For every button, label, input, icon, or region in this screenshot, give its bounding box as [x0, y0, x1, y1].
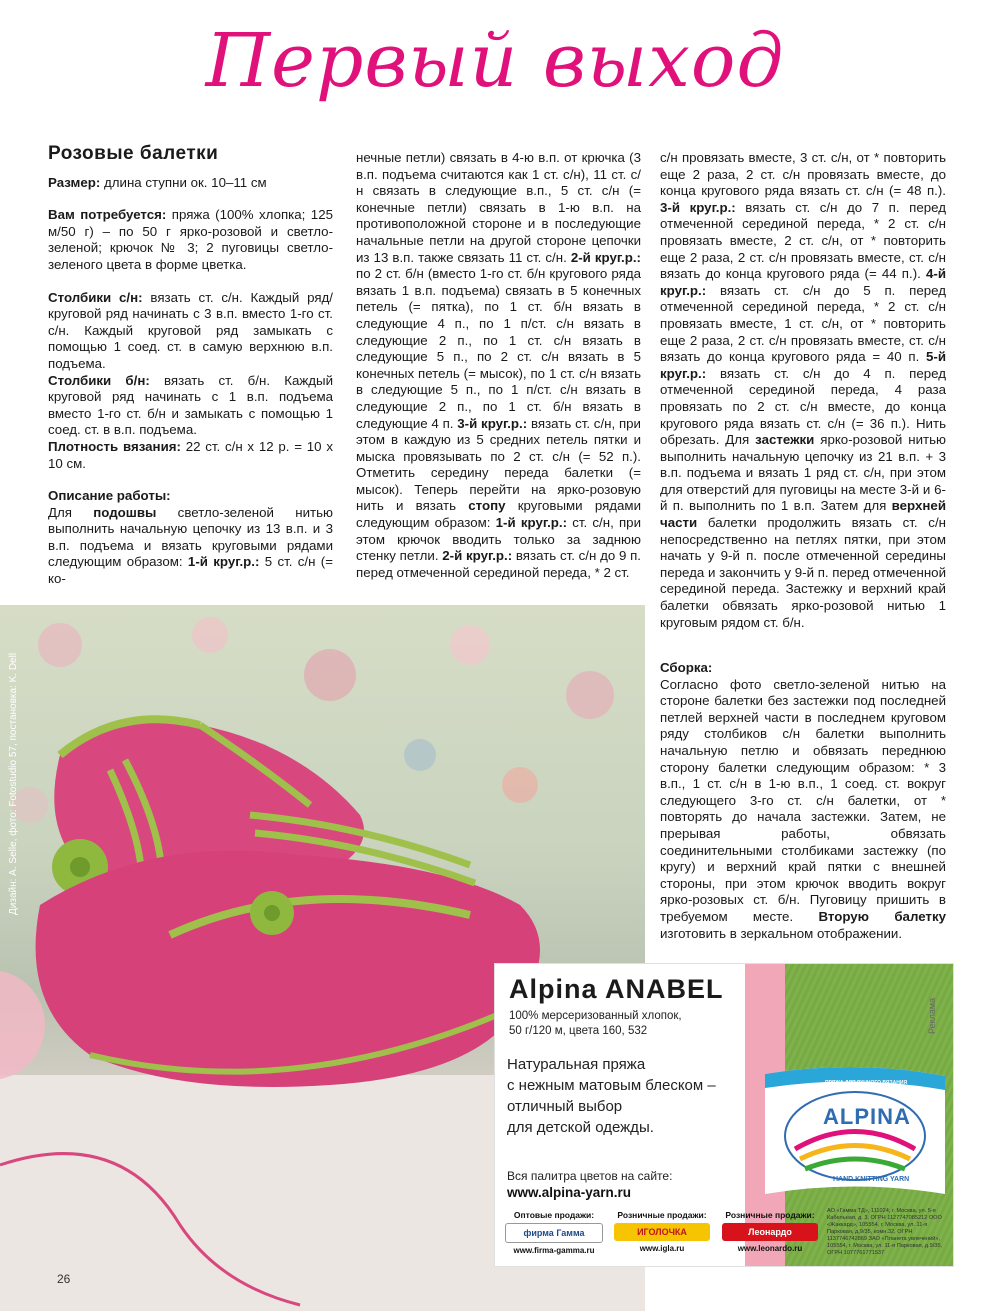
- density-text: 22 ст. с/н х 12 р. = 10 х 10 см.: [48, 438, 333, 471]
- article-column-1: [48, 143, 334, 588]
- igolochka-logo: ИГОЛОЧКА: [614, 1223, 710, 1241]
- column-3-paragraph: с/н провязать вместе, 3 ст. с/н, от * повторить еще 2 раза, 2 ст. с/н провязать вместе, до конца кругового ряда вязать ст. с/н (= 48 п.). 3-й круг.р.: вязать ст. с/н до 7 п. перед отмеченной серединой переда, * 2 ст. с/н провязать вместе, 2 ст. с/н, от * повторить еще 2 раза, 2 ст. с/н провязать вместе, ст. с/н вязать до конца кругового ряда (= 44 п.). 4-й круг.р.: вязать ст. с/н до 5 п. перед отмеченной серединой переда, * 2 ст. с/н провязать вместе, 1 ст. с/н, от * повторить еще 2 раза, 2 ст. с/н провязать вместе, ст. с/н вязать до конца кругового ряда = 40 п. 5-й круг.р.: вязать ст. с/н до 4 п. перед отмеченной серединой переда, 4 раза провязать по 2 ст. с/н вместе, до конца кругового ряда вязать ст. с/н (= 36 п.). Нить обрезать. Для застежки ярко-розовой нитью выполнить начальную цепочку из 21 в.п. + 3 в.п. подъема и вязать 1 ряд ст. с/н, при этом для отверстий для пуговицы на месте 3-й и 6-й п. выполнить по 1 в.п. Затем для верхней части балетки продолжить вязать ст. с/н непосредственно на петлях пятки, при этом начать у 9-й п. после отмеченной середины переда и закончить у 9-й п. перед отмеченной серединой переда. Застежку и верхний край балетки обвязать ярко-розовой нитью 1 круговым рядом ст. б/н.: [660, 150, 946, 630]
- seller-leonardo: Розничные продажи: Леонардо www.leonardo.ru: [717, 1210, 823, 1253]
- seller-igla: Розничные продажи: ИГОЛОЧКА www.igla.ru: [609, 1210, 715, 1253]
- sc-paragraph: [48, 290, 333, 373]
- ad-fine-print: АО «Гамма ТД», 111024, г. Москва, ул. 5-я Кабельная, д. 3, ОГРН 1127747085212 ООО «Жаккард», 105554, г. Москва, ул. 11-я Парковая, д.9/35, комн.32, ОГРН 1137746742869 ЗАО «Планета увлечений», 105554, г. Москва, ул. 11-я Парковая, д.9/35, ОГРН 1077761771537: [827, 1208, 943, 1256]
- gamma-logo: фирма Гамма: [505, 1223, 603, 1243]
- ad-sub-line-1: 100% мерсеризованный хлопок,: [509, 1010, 682, 1022]
- column-2-paragraph: нечные петли) связать в 4-ю в.п. от крючка (3 в.п. подъема считаются как 1 ст. с/н), 11 ст. с/н связать в следующие в.п., 5 ст. с/н (= конечные петли) связать в 1-ю в.п. на противоположной стороне и в последующие начальные петли на другой стороне цепочки из 13 в.п. также связать 11 ст. с/н. 2-й круг.р.: по 2 ст. б/н (вместо 1-го ст. б/н кругового ряда вязать 1 в.п. подъема) связать в 5 конечных петель (= пятка), по 1 ст. б/н вязать в следующие 4 п., по 1 п/ст. с/н вязать в следующие 2 п., по 1 ст. с/н вязать в следующие 5 п., по 2 ст. с/н вязать в 5 конечных петель (= мысок), по 1 ст. с/н вязать в следующие 5 п., по 1 п/ст. с/н вязать в следующие 2 п., по 1 ст. б/н вязать в следующие 4 п. 3-й круг.р.: вязать ст. с/н, при этом в каждую из 5 средних петель пятки и мыска провязывать по 2 ст. с/н (= 52 п.). Отметить середину переда балетки (= мысок). Теперь перейти на ярко-розовую нить и вязать стопу круговыми рядами следующим образом: 1-й круг.р.: ст. с/н, при этом крючок вводить только за заднюю стенку петли. 2-й круг.р.: вязать ст. с/н до 9 п. перед отмеченной серединой переда, * 2 ст.: [356, 150, 642, 580]
- size-paragraph: [48, 175, 333, 192]
- label-sub: HAND KNITTING YARN: [833, 1176, 910, 1183]
- sb-paragraph: [48, 373, 333, 439]
- sb-text: вязать ст. б/н. Каждый круговой ряд начинать с 1 в.п. подъема вместо 1-го ст. б/н и замыкать с помощью 1 соед. ст. в в.п. подъема.: [48, 372, 334, 438]
- density-paragraph: [48, 439, 333, 472]
- ad-site-label: Вся палитра цветов на сайте:: [507, 1169, 673, 1183]
- assembly-heading: [660, 660, 946, 677]
- size-text: длина ступни ок. 10–11 см: [100, 174, 267, 190]
- photo-credit: Дизайн: A. Selle, фото: Fotostudio 57, постановка: K. Dell: [8, 652, 19, 915]
- label-top-text: ПРЯЖА ДЛЯ РУЧНОГО ВЯЗАНИЯ: [825, 1080, 908, 1086]
- sc-text: вязать ст. с/н. Каждый ряд/круговой ряд начинать с 3 в.п. вместо 1-го ст. с/н. Каждый круговой ряд замыкать с помощью 1 соед. ст. в самую верхнюю в.п. подъема.: [48, 289, 334, 371]
- density-label: Плотность вязания:: [48, 438, 181, 454]
- label-brand: ALPINA: [823, 1104, 911, 1129]
- article-heading: Розовые балетки: [48, 143, 219, 164]
- sb-label: Столбики б/н:: [48, 372, 150, 388]
- description-label: Описание работы:: [48, 488, 171, 504]
- advert-label: Реклама: [927, 997, 937, 1034]
- ad-subtitle: [509, 1009, 749, 1039]
- description-paragraph: Для подошвы светло-зеленой нитью выполнить начальную цепочку из 13 в.п. и 3 в.п. подъема и вязать круговыми рядами следующим образом: 1-й круг.р.: 5 ст. с/н (= ко-: [48, 504, 333, 587]
- materials-paragraph: [48, 207, 333, 273]
- leonardo-url[interactable]: www.leonardo.ru: [737, 1244, 803, 1253]
- sc-label: Столбики с/н:: [48, 289, 143, 305]
- article-column-3: [660, 150, 946, 631]
- ad-description: Натуральная пряжа с нежным матовым блеском – отличный выбор для детской одежды.: [507, 1056, 716, 1136]
- leonardo-logo: Леонардо: [722, 1223, 818, 1241]
- ad-site-link[interactable]: www.alpina-yarn.ru: [507, 1185, 632, 1200]
- materials-text: пряжа (100% хлопка; 125 м/50 г) – по 50 г ярко-розовой и светло-зеленой; крючок № 3; 2 пуговицы светло-зеленого цвета в форме цветка.: [48, 207, 333, 272]
- ad-title: Alpina ANABEL: [509, 974, 724, 1004]
- flower-button-icon: [250, 891, 294, 935]
- article-column-2: [356, 150, 641, 581]
- materials-label: Вам потребуется:: [48, 207, 167, 223]
- gamma-url[interactable]: www.firma-gamma.ru: [513, 1246, 595, 1255]
- size-label: Размер:: [48, 174, 101, 190]
- seller-gamma: Оптовые продажи: фирма Гамма www.firma-gamma.ru: [501, 1210, 607, 1255]
- igla-url[interactable]: www.igla.ru: [639, 1244, 685, 1253]
- description-heading: [48, 488, 333, 505]
- assembly-section: [660, 660, 946, 942]
- assembly-label: Сборка:: [660, 660, 713, 675]
- alpina-advertisement: [494, 963, 954, 1267]
- page-title: Первый выход: [205, 18, 785, 104]
- assembly-paragraph: Согласно фото светло-зеленой нитью на стороне балетки без застежки под последней петлей верхней части в последнем круговом ряду столбиков с/н балетки выполнить начальную петлю и обвязать переднюю сторону балетки следующим образом: * 3 в.п., 1 ст. с/н в 1-ю в.п., 1 соед. ст. вокруг следующего 3-го ст. с/н балетки, от * повторять до начала застежки. Затем, не прерывая работы, обвязать соединительными столбиками застежку (по кругу) и верхний край пятки с внешней стороны, при этом крючок вводить вокруг ярко-розовых ст. б/н. Пуговицу пришить в требуемом месте. Вторую балетку изготовить в зеркальном отображении.: [660, 676, 946, 941]
- page-number: 26: [57, 1272, 71, 1286]
- ad-sub-line-2: 50 г/120 м, цвета 160, 532: [509, 1025, 648, 1037]
